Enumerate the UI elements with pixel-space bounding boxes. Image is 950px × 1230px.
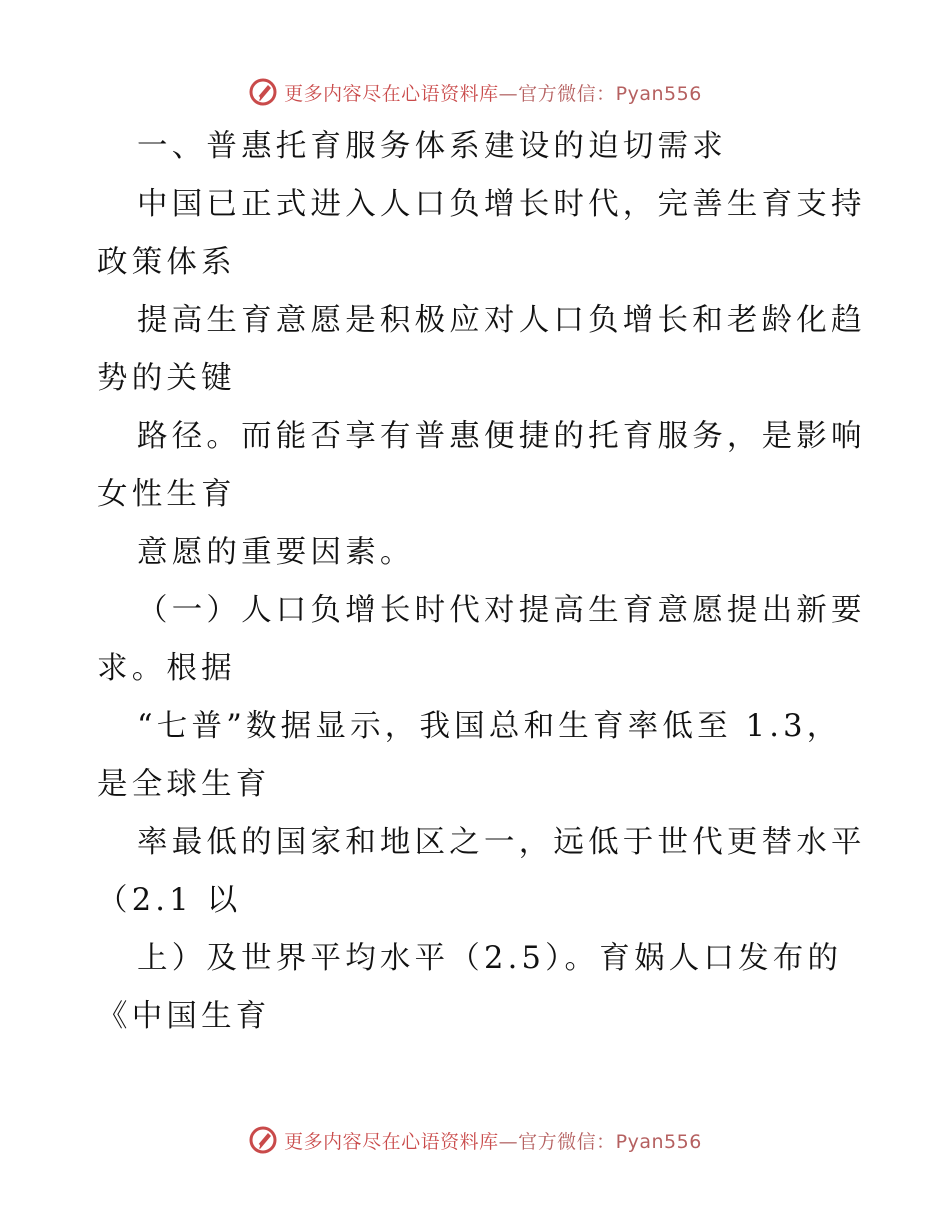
header-wechat-text: 官方微信：Pyan556	[518, 82, 702, 105]
header-dash: —	[498, 82, 519, 105]
paragraph-line: 中国已正式进入人口负增长时代，完善生育支持	[137, 187, 866, 222]
paragraph-line: 率最低的国家和地区之一，远低于世代更替水平	[137, 825, 866, 860]
section-heading: 一、普惠托育服务体系建设的迫切需求	[137, 129, 727, 164]
footer-brand-text: 更多内容尽在心语资料库	[284, 1130, 499, 1153]
paragraph-line: 是全球生育	[97, 767, 271, 802]
footer-dash: —	[498, 1130, 519, 1153]
paragraph-line: 意愿的重要因素。	[137, 535, 415, 570]
paragraph-line: 势的关键	[97, 361, 236, 396]
footer-banner-text	[284, 1127, 702, 1154]
pen-seal-icon	[248, 1125, 278, 1155]
paragraph-line: 上）及世界平均水平（2.5）。育娲人口发布的	[137, 941, 843, 976]
footer-wechat-text: 官方微信：Pyan556	[518, 1130, 702, 1153]
paragraph-line: 政策体系	[97, 245, 236, 280]
paragraph-line: 女性生育	[97, 477, 236, 512]
paragraph-line: 《中国生育	[97, 999, 271, 1034]
header-watermark-banner	[0, 72, 950, 112]
pen-seal-icon	[248, 77, 278, 107]
paragraph-line: 求。根据	[97, 651, 236, 686]
paragraph-line: 路径。而能否享有普惠便捷的托育服务，是影响	[137, 419, 866, 454]
paragraph-line: （2.1 以	[97, 883, 242, 918]
subsection-heading: （一）人口负增长时代对提高生育意愿提出新要	[137, 593, 866, 628]
paragraph-line: “七普”数据显示，我国总和生育率低至 1.3，	[137, 709, 842, 744]
document-body	[97, 118, 866, 1046]
header-banner-text	[284, 79, 702, 106]
header-brand-text: 更多内容尽在心语资料库	[284, 82, 499, 105]
paragraph-line: 提高生育意愿是积极应对人口负增长和老龄化趋	[137, 303, 866, 338]
footer-watermark-banner	[0, 1120, 950, 1160]
